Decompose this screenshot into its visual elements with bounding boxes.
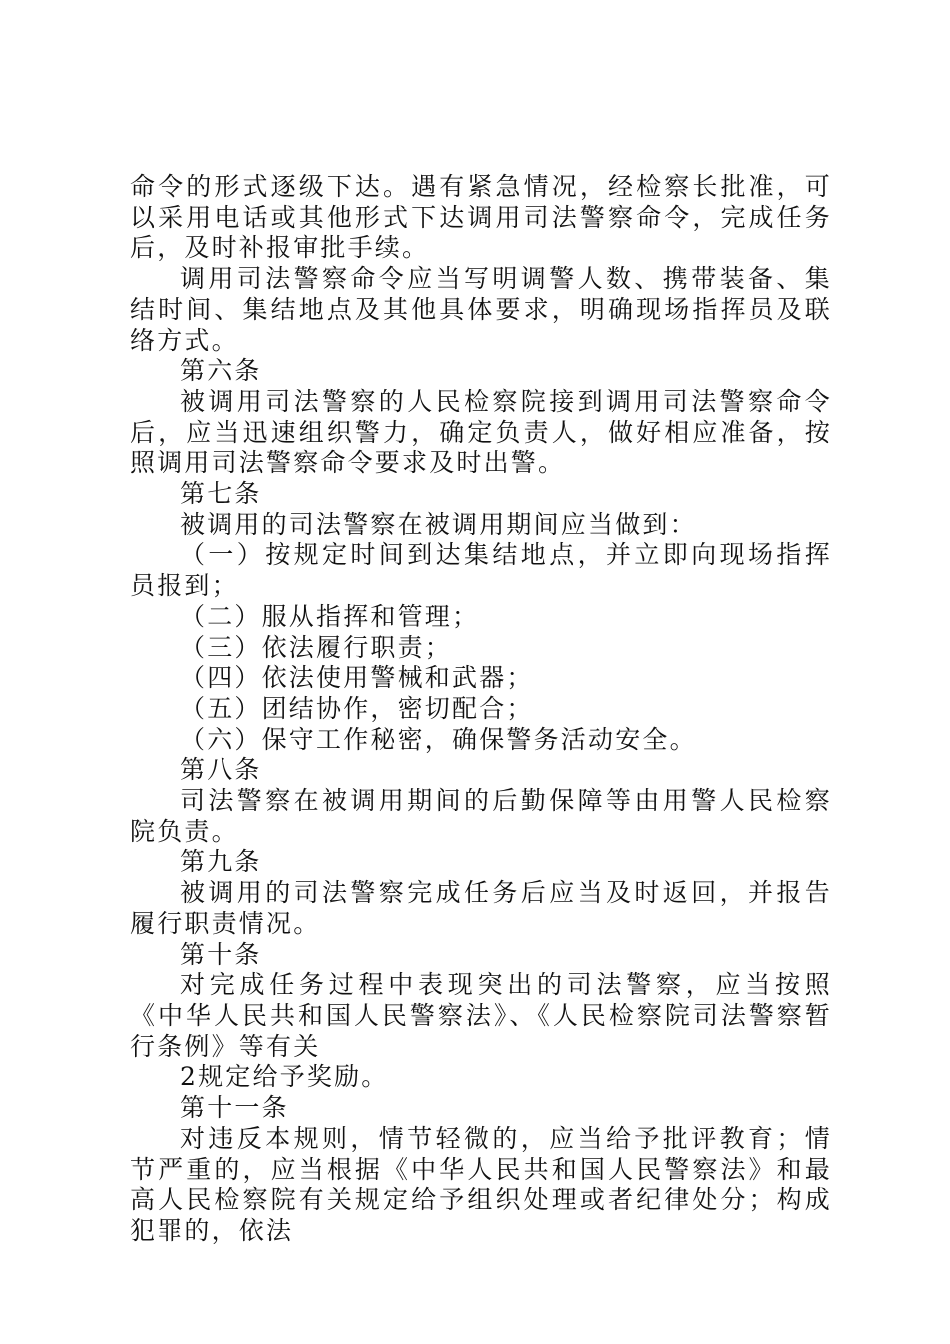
paragraph: 调用司法警察命令应当写明调警人数、携带装备、集结时间、集结地点及其他具体要求，明确现场指挥员及联络方式。 bbox=[130, 264, 832, 355]
list-item: （五）团结协作，密切配合； bbox=[180, 693, 534, 723]
article-heading: 第八条 bbox=[180, 755, 262, 785]
list-item: （四）依法使用警械和武器； bbox=[180, 663, 534, 693]
paragraph: 命令的形式逐级下达。遇有紧急情况，经检察长批准，可以采用电话或其他形式下达调用司法警察命令，完成任务后，及时补报审批手续。 bbox=[130, 172, 832, 263]
paragraph: 对完成任务过程中表现突出的司法警察，应当按照《中华人民共和国人民警察法》、《人民检察院司法警察暂行条例》等有关 bbox=[130, 970, 832, 1061]
document-body bbox=[130, 172, 832, 1247]
paragraph: 2规定给予奖励。 bbox=[180, 1062, 389, 1092]
article-heading: 第七条 bbox=[180, 479, 262, 509]
paragraph: 被调用的司法警察在被调用期间应当做到： bbox=[180, 509, 697, 539]
list-item: （六）保守工作秘密，确保警务活动安全。 bbox=[180, 724, 697, 754]
list-item: （一）按规定时间到达集结地点，并立即向现场指挥员报到； bbox=[130, 540, 832, 601]
article-heading: 第九条 bbox=[180, 847, 262, 877]
article-heading: 第十一条 bbox=[180, 1093, 289, 1123]
list-item: （三）依法履行职责； bbox=[180, 632, 453, 662]
paragraph: 司法警察在被调用期间的后勤保障等由用警人民检察院负责。 bbox=[130, 786, 832, 846]
article-heading: 第六条 bbox=[180, 356, 262, 386]
article-heading: 第十条 bbox=[180, 939, 262, 969]
list-item: （二）服从指挥和管理； bbox=[180, 601, 480, 631]
paragraph: 被调用司法警察的人民检察院接到调用司法警察命令后，应当迅速组织警力，确定负责人，做好相应准备，按照调用司法警察命令要求及时出警。 bbox=[130, 386, 832, 478]
paragraph: 被调用的司法警察完成任务后应当及时返回，并报告履行职责情况。 bbox=[130, 878, 832, 938]
paragraph: 对违反本规则，情节轻微的，应当给予批评教育；情节严重的，应当根据《中华人民共和国人民警察法》和最高人民检察院有关规定给予组织处理或者纪律处分；构成犯罪的，依法 bbox=[130, 1123, 832, 1245]
